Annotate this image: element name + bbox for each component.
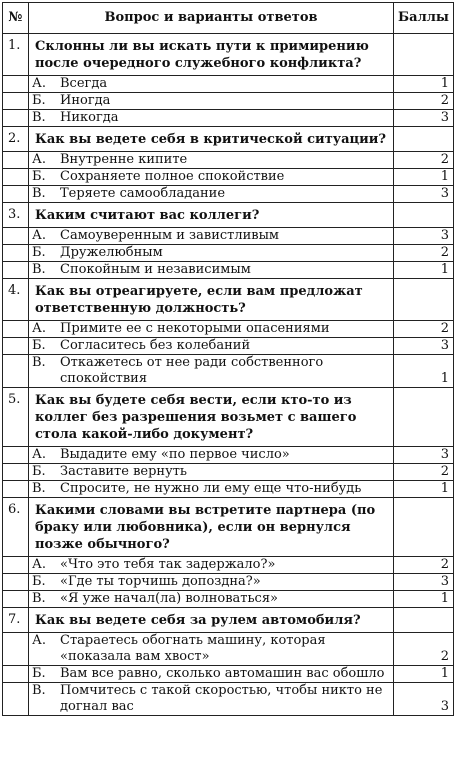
answer-letter: В. [32, 683, 46, 698]
answer-cell [29, 464, 394, 481]
answer-cell [29, 152, 394, 169]
answer-text: Самоуверенным и завистливым [60, 228, 280, 243]
answer-letter: В. [32, 481, 46, 496]
answer-cell [29, 245, 394, 262]
answer-row [3, 574, 454, 591]
answer-text: Спокойным и независимым [60, 262, 251, 277]
answer-letter: Б. [32, 93, 46, 108]
answer-text: Вам все равно, сколько автомашин вас обошло [60, 666, 385, 681]
answer-points: 2 [394, 245, 454, 262]
answer-cell [29, 262, 394, 279]
answer-text: Помчитесь с такой скоростью, чтобы никто не догнал вас [60, 683, 383, 714]
answer-text: Согласитесь без колебаний [60, 338, 251, 353]
answer-row [3, 633, 454, 666]
answer-points: 3 [394, 338, 454, 355]
answer-points: 1 [394, 76, 454, 93]
answer-row [3, 338, 454, 355]
answer-text: Выдадите ему «по первое число» [60, 447, 290, 462]
questionnaire-table [2, 2, 454, 716]
answer-number-cell [3, 245, 29, 262]
answer-text: «Что это тебя так задержало?» [60, 557, 276, 572]
answer-row [3, 464, 454, 481]
header-question: Вопрос и варианты ответов [29, 3, 394, 34]
answer-number-cell [3, 186, 29, 203]
answer-points: 1 [394, 355, 454, 388]
answer-cell [29, 557, 394, 574]
answer-text: «Я уже начал(ла) волноваться» [60, 591, 278, 606]
answer-letter: Б. [32, 338, 46, 353]
question-row [3, 34, 454, 76]
question-number: 1. [3, 34, 29, 76]
answer-cell [29, 591, 394, 608]
answer-number-cell [3, 481, 29, 498]
answer-number-cell [3, 591, 29, 608]
answer-cell [29, 110, 394, 127]
answer-text: Сохраняете полное спокойствие [60, 169, 285, 184]
answer-number-cell [3, 338, 29, 355]
answer-letter: А. [32, 321, 46, 336]
question-row [3, 203, 454, 228]
answer-text: Заставите вернуть [60, 464, 187, 479]
answer-points: 1 [394, 481, 454, 498]
answer-row [3, 262, 454, 279]
answer-cell [29, 574, 394, 591]
question-number: 4. [3, 279, 29, 321]
answer-text: «Где ты торчишь допоздна?» [60, 574, 261, 589]
question-text: Как вы ведете себя за рулем автомобиля? [29, 608, 394, 633]
question-text: Как вы будете себя вести, если кто-то из коллег без разрешения возьмет с вашего стола какой-либо документ? [29, 388, 394, 447]
answer-number-cell [3, 110, 29, 127]
question-text: Как вы отреагируете, если вам предложат ответственную должность? [29, 279, 394, 321]
answer-row [3, 321, 454, 338]
answer-letter: В. [32, 186, 46, 201]
answer-points: 1 [394, 169, 454, 186]
answer-letter: В. [32, 110, 46, 125]
answer-text: Никогда [60, 110, 119, 125]
answer-number-cell [3, 262, 29, 279]
answer-letter: Б. [32, 464, 46, 479]
answer-points: 1 [394, 591, 454, 608]
answer-row [3, 355, 454, 388]
answer-row [3, 76, 454, 93]
answer-letter: А. [32, 557, 46, 572]
answer-text: Внутренне кипите [60, 152, 188, 167]
header-points: Баллы [394, 3, 454, 34]
answer-points: 3 [394, 186, 454, 203]
answer-row [3, 152, 454, 169]
answer-row [3, 245, 454, 262]
answer-letter: Б. [32, 169, 46, 184]
answer-letter: Б. [32, 245, 46, 260]
question-row [3, 279, 454, 321]
answer-letter: В. [32, 355, 46, 370]
answer-letter: А. [32, 447, 46, 462]
answer-row [3, 228, 454, 245]
answer-letter: Б. [32, 666, 46, 681]
answer-number-cell [3, 169, 29, 186]
question-number: 6. [3, 498, 29, 557]
answer-text: Иногда [60, 93, 111, 108]
question-points-cell [394, 34, 454, 76]
answer-row [3, 683, 454, 716]
question-points-cell [394, 498, 454, 557]
answer-number-cell [3, 574, 29, 591]
answer-number-cell [3, 447, 29, 464]
answer-cell [29, 76, 394, 93]
answer-points: 2 [394, 464, 454, 481]
question-row [3, 127, 454, 152]
answer-points: 2 [394, 321, 454, 338]
answer-number-cell [3, 633, 29, 666]
answer-letter: В. [32, 262, 46, 277]
answer-points: 2 [394, 152, 454, 169]
question-points-cell [394, 127, 454, 152]
answer-points: 1 [394, 666, 454, 683]
answer-text: Теряете самообладание [60, 186, 226, 201]
answer-number-cell [3, 93, 29, 110]
answer-cell [29, 228, 394, 245]
answer-cell [29, 186, 394, 203]
answer-number-cell [3, 321, 29, 338]
question-number: 2. [3, 127, 29, 152]
question-text: Каким считают вас коллеги? [29, 203, 394, 228]
question-text: Как вы ведете себя в критической ситуации? [29, 127, 394, 152]
answer-row [3, 481, 454, 498]
answer-text: Стараетесь обогнать машину, которая «показала вам хвост» [60, 633, 326, 664]
answer-cell [29, 169, 394, 186]
question-row [3, 498, 454, 557]
answer-row [3, 186, 454, 203]
answer-points: 3 [394, 574, 454, 591]
answer-letter: А. [32, 633, 46, 648]
header-row [3, 3, 454, 34]
answer-row [3, 591, 454, 608]
question-number: 3. [3, 203, 29, 228]
answer-cell [29, 666, 394, 683]
answer-points: 3 [394, 683, 454, 716]
answer-cell [29, 447, 394, 464]
question-row [3, 388, 454, 447]
answer-text: Откажетесь от нее ради собственного спокойствия [60, 355, 324, 386]
answer-points: 3 [394, 447, 454, 464]
answer-points: 1 [394, 262, 454, 279]
answer-number-cell [3, 557, 29, 574]
answer-text: Примите ее с некоторыми опасениями [60, 321, 330, 336]
answer-cell [29, 481, 394, 498]
answer-points: 3 [394, 110, 454, 127]
question-row [3, 608, 454, 633]
answer-row [3, 110, 454, 127]
header-number: № [3, 3, 29, 34]
question-text: Какими словами вы встретите партнера (по браку или любовника), если он вернулся позже обычного? [29, 498, 394, 557]
answer-cell [29, 633, 394, 666]
answer-points: 2 [394, 633, 454, 666]
answer-text: Спросите, не нужно ли ему еще что-нибудь [60, 481, 362, 496]
answer-number-cell [3, 683, 29, 716]
answer-number-cell [3, 228, 29, 245]
question-points-cell [394, 279, 454, 321]
answer-number-cell [3, 464, 29, 481]
answer-points: 2 [394, 557, 454, 574]
answer-letter: А. [32, 228, 46, 243]
answer-number-cell [3, 666, 29, 683]
answer-points: 2 [394, 93, 454, 110]
answer-number-cell [3, 355, 29, 388]
answer-row [3, 169, 454, 186]
answer-cell [29, 355, 394, 388]
answer-number-cell [3, 76, 29, 93]
answer-letter: Б. [32, 574, 46, 589]
answer-text: Всегда [60, 76, 108, 91]
answer-letter: А. [32, 76, 46, 91]
answer-row [3, 447, 454, 464]
answer-cell [29, 338, 394, 355]
question-text: Склонны ли вы искать пути к примирению после очередного служебного конфликта? [29, 34, 394, 76]
question-points-cell [394, 608, 454, 633]
answer-text: Дружелюбным [60, 245, 163, 260]
answer-cell [29, 683, 394, 716]
answer-number-cell [3, 152, 29, 169]
answer-letter: В. [32, 591, 46, 606]
answer-points: 3 [394, 228, 454, 245]
question-points-cell [394, 203, 454, 228]
answer-letter: А. [32, 152, 46, 167]
answer-row [3, 666, 454, 683]
answer-cell [29, 93, 394, 110]
question-number: 7. [3, 608, 29, 633]
question-number: 5. [3, 388, 29, 447]
questions-body [3, 34, 454, 716]
answer-cell [29, 321, 394, 338]
answer-row [3, 93, 454, 110]
answer-row [3, 557, 454, 574]
question-points-cell [394, 388, 454, 447]
